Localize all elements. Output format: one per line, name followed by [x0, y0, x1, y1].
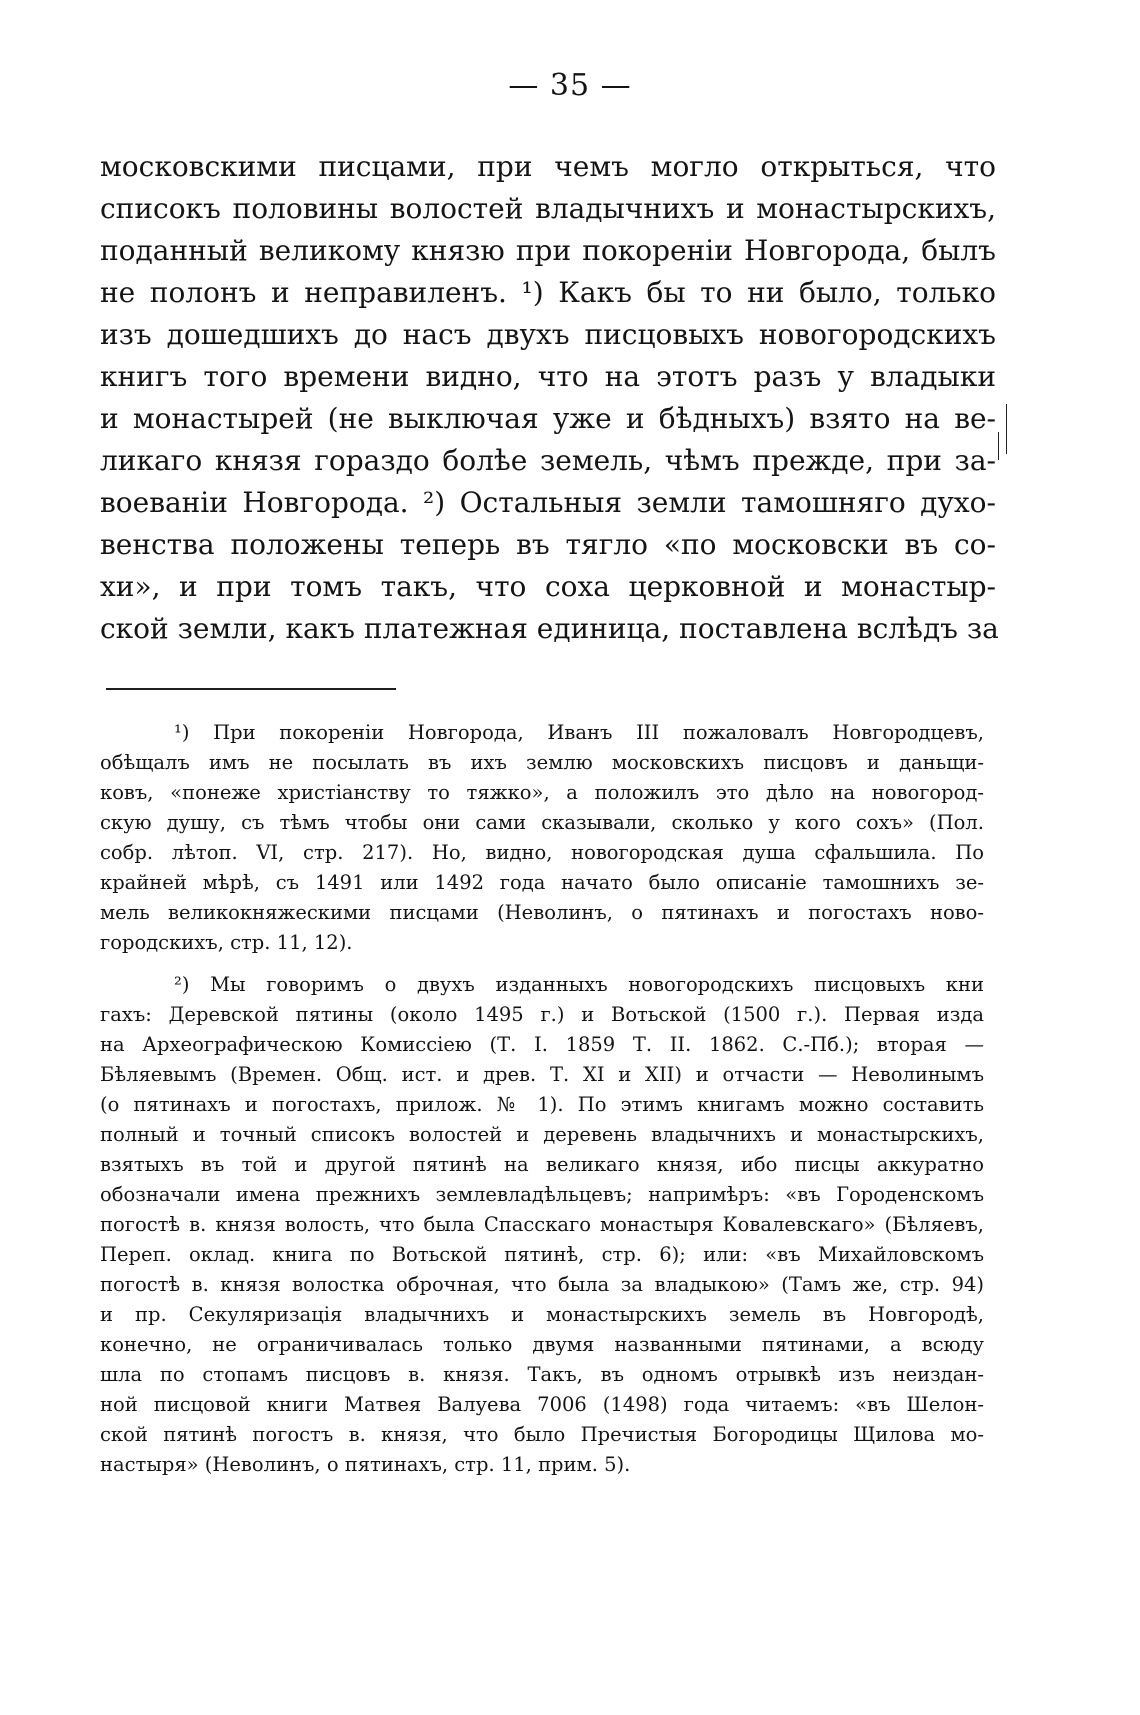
footnote-line: полный и точный списокъ волостей и деревень владычнихъ и монастырскихъ,: [100, 1123, 984, 1146]
text-line: воеваніи Новгорода. ²) Остальныя земли тамошняго духо-: [100, 486, 996, 519]
footnotes: [100, 718, 984, 1480]
text-line: списокъ половины волостей владычнихъ и монастырскихъ,: [100, 192, 996, 225]
footnote-line: взятыхъ въ той и другой пятинѣ на великаго князя, ибо писцы аккуратно: [100, 1153, 984, 1176]
footnote-line: на Археографическою Комиссіею (Т. I. 1859 Т. II. 1862. С.-Пб.); вторая —: [100, 1033, 984, 1056]
footnote-line: и пр. Секуляризація владычнихъ и монастырскихъ земель въ Новгородѣ,: [100, 1303, 984, 1326]
footnote-line: городскихъ, стр. 11, 12).: [100, 931, 353, 954]
footnote-line: гахъ: Деревской пятины (около 1495 г.) и Вотьской (1500 г.). Первая изда: [100, 1003, 984, 1026]
footnote-line: скую душу, съ тѣмъ чтобы они сами сказывали, сколько у кого сохъ» (Пол.: [100, 811, 984, 834]
footnote-line: ¹) При покореніи Новгорода, Иванъ III пожаловалъ Новгородцевъ,: [174, 721, 984, 744]
text-line: московскими писцами, при чемъ могло открыться, что: [100, 150, 996, 183]
footnote-line: погостѣ в. князя волость, что была Спасскаго монастыря Ковалевскаго» (Бѣляевъ,: [100, 1213, 984, 1236]
margin-mark: [998, 432, 999, 460]
footnote-line: ной писцовой книги Матвея Валуева 7006 (1498) года читаемъ: «въ Шелон-: [100, 1393, 984, 1416]
text-line: венства положены теперь въ тягло «по московски въ со-: [100, 528, 996, 561]
text-line: книгъ того времени видно, что на этотъ разъ у владыки: [100, 360, 996, 393]
text-line: поданный великому князю при покореніи Новгорода, былъ: [100, 234, 996, 267]
footnote-line: крайней мѣрѣ, съ 1491 или 1492 года начато было описаніе тамошнихъ зе-: [100, 871, 984, 894]
main-text: [100, 146, 999, 650]
text-line: хи», и при томъ такъ, что соха церковной и монастыр-: [100, 570, 996, 603]
footnote-line: ковъ, «понеже христіанству то тяжко», а положилъ это дѣло на новогород-: [100, 781, 984, 804]
footnote-line: Бѣляевымъ (Времен. Общ. ист. и древ. Т. XI и XII) и отчасти — Неволинымъ: [100, 1063, 984, 1086]
footnote-line: обозначали имена прежнихъ землевладѣльцевъ; напримѣръ: «въ Городенскомъ: [100, 1183, 984, 1206]
footnote-line: шла по стопамъ писцовъ в. князя. Такъ, въ одномъ отрывкѣ изъ неиздан-: [100, 1363, 984, 1386]
margin-mark: [1006, 404, 1007, 454]
footnote-line: ской пятинѣ погостъ в. князя, что было Пречистыя Богородицы Щилова мо-: [100, 1423, 984, 1446]
text-line: ликаго князя гораздо болѣе земель, чѣмъ прежде, при за-: [100, 444, 996, 477]
text-line: изъ дошедшихъ до насъ двухъ писцовыхъ новогородскихъ: [100, 318, 996, 351]
footnote-line: собр. лѣтоп. VI, стр. 217). Но, видно, новогородская душа сфальшила. По: [100, 841, 984, 864]
footnote-line: (о пятинахъ и погостахъ, прилож. № 1). По этимъ книгамъ можно составить: [100, 1093, 984, 1116]
text-line: и монастырей (не выключая уже и бѣдныхъ) взято на ве-: [100, 402, 996, 435]
text-line: ской земли, какъ платежная единица, поставлена вслѣдъ за: [100, 612, 999, 645]
text-line: не полонъ и неправиленъ. ¹) Какъ бы то ни было, только: [100, 276, 996, 309]
footnote-line: ²) Мы говоримъ о двухъ изданныхъ новогородскихъ писцовыхъ кни: [174, 973, 984, 996]
footnote-line: Переп. оклад. книга по Вотьской пятинѣ, стр. 6); или: «въ Михайловскомъ: [100, 1243, 984, 1266]
footnote-line: настыря» (Неволинъ, о пятинахъ, стр. 11, прим. 5).: [100, 1453, 631, 1476]
footnote-line: конечно, не ограничивалась только двумя названными пятинами, а всюду: [100, 1333, 984, 1356]
footnote-line: мель великокняжескими писцами (Неволинъ, о пятинахъ и погостахъ ново-: [100, 901, 984, 924]
page-number: — 35 —: [508, 68, 632, 103]
footnote-separator: [106, 688, 396, 690]
footnote-line: погостѣ в. князя волостка оброчная, что была за владыкою» (Тамъ же, стр. 94): [100, 1273, 984, 1296]
footnote-line: обѣщалъ имъ не посылать въ ихъ землю московскихъ писцовъ и даньщи-: [100, 751, 984, 774]
